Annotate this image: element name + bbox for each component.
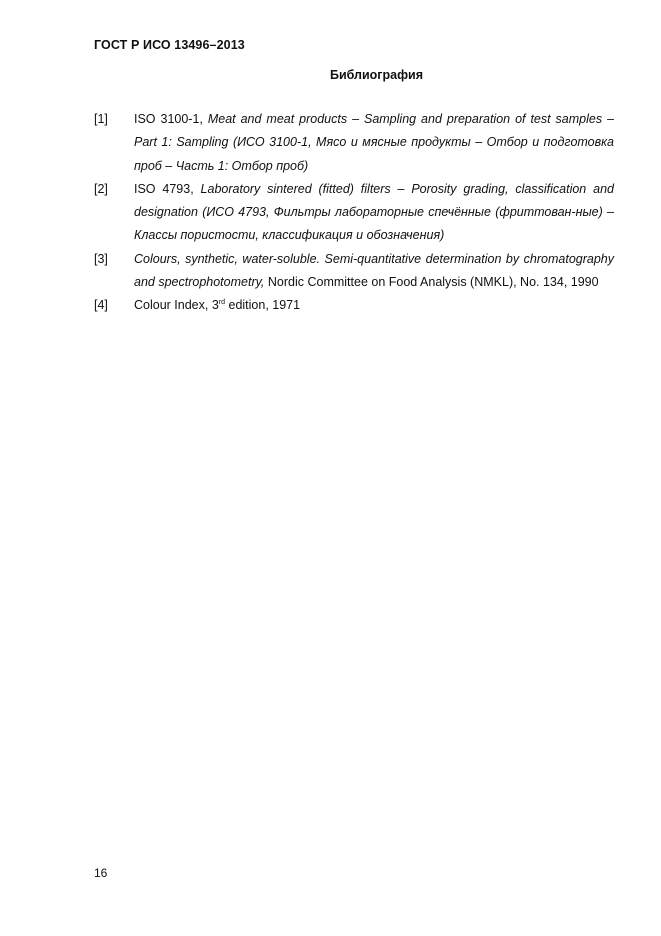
entry-lead: ISO 3100-1, <box>134 112 208 126</box>
entry-text <box>134 108 614 178</box>
entry-title: Laboratory sintered (fitted) filters – Porosity grading, classification and designation (ИСО 4793, Фильтры лабораторные спечённые (фриттован-ные) – Классы пористости, классификация и обозначения) <box>134 181 614 243</box>
entry-number: [1] <box>94 112 108 126</box>
document-code: ГОСТ Р ИСО 13496–2013 <box>94 38 245 52</box>
bibliography-entry <box>94 248 614 295</box>
entry-text <box>134 248 614 295</box>
bibliography-entry <box>94 108 614 178</box>
entry-number: [3] <box>94 251 108 266</box>
section-title: Библиография <box>329 68 424 82</box>
entry-text <box>134 178 614 248</box>
entry-lead: ISO 4793, <box>134 181 201 196</box>
entry-number: [4] <box>94 298 108 313</box>
bibliography-list <box>94 108 614 318</box>
entry-text <box>134 294 614 317</box>
ordinal-suffix: rd <box>218 299 226 307</box>
entry-tail: edition, 1971 <box>225 298 301 313</box>
entry-lead: Colour Index, 3 <box>134 298 219 313</box>
entry-number: [2] <box>94 181 108 196</box>
bibliography-entry <box>94 178 614 248</box>
entry-tail: Nordic Committee on Food Analysis (NMKL), No. 134, 1990 <box>264 275 599 290</box>
bibliography-entry <box>94 294 614 317</box>
entry-title: Meat and meat products – Sampling and preparation of test samples – Part 1: Sampling (ИСО 3100-1, Мясо и мясные продукты – Отбор и подготовка проб – Часть 1: Отбор проб) <box>134 112 615 173</box>
entry-title: Colours, synthetic, water-soluble. Semi-quantitative determination by chromatography and spectrophotometry, <box>134 251 614 290</box>
page-number: 16 <box>94 866 108 880</box>
